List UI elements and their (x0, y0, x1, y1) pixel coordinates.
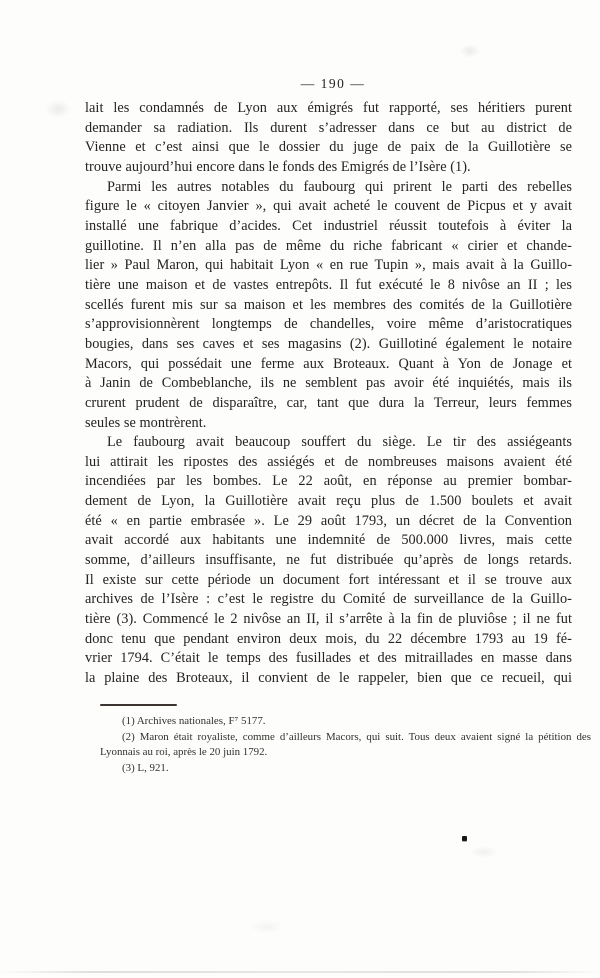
text-line: tière (3). Commencé le 2 nivôse an II, il s’arrête à la fin de pluviôse ; il ne fut (85, 611, 572, 628)
ink-speck (462, 836, 467, 841)
text-line: installé une fabrique d’acides. Cet industriel réussit toutefois à éviter la (85, 217, 572, 234)
text-line: dement de Lyon, la Guillotière avait reçu plus de 1.500 boulets et avait (85, 493, 572, 510)
text-line: scellés furent mis sur sa maison et les membres des comités de la Guillotière (85, 296, 572, 313)
scan-smudge (45, 100, 71, 118)
text-line: guillotine. Il n’en alla pas de même du riche fabricant « cirier et chande- (85, 237, 572, 254)
scan-smudge (470, 846, 498, 858)
text-line: seules se montrèrent. (85, 414, 207, 431)
text-line: archives de l’Isère : c’est le registre du Comité de surveillance de la Guillo- (85, 591, 572, 608)
text-line: figure le « citoyen Janvier », qui avait acheté le couvent de Picpus et y avait (85, 198, 572, 215)
text-line: somme, d’ailleurs insuffisante, ne fut distribuée qu’après de longs retards. (85, 552, 572, 569)
text-line: lui attirait les ripostes des assiégés et de nombreuses maisons avaient été (85, 453, 572, 470)
footnote-line: (3) L, 921. (122, 761, 169, 774)
text-line: Macors, qui possédait une ferme aux Broteaux. Quant à Yon de Jonage et (85, 355, 572, 372)
scan-smudge (250, 920, 284, 934)
text-line: tière une maison et de vastes entrepôts. Il fut exécuté le 8 nivôse an II ; les (85, 276, 572, 293)
text-line: Vienne et c’est ainsi que le dossier du juge de paix de la Guillotière se (85, 139, 572, 156)
text-line: Il existe sur cette période un document fort intéressant et il se trouve aux (85, 571, 572, 588)
text-line: s’approvisionnèrent longtemps de chandelles, voire même d’aristocratiques (85, 316, 572, 333)
text-line: trouve aujourd’hui encore dans le fonds des Emigrés de l’Isère (1). (85, 158, 471, 175)
text-line: lier » Paul Maron, qui habitait Lyon « en rue Tupin », mais avait à la Guillo- (85, 257, 572, 274)
text-line: Le faubourg avait beaucoup souffert du siège. Le tir des assiégeants (107, 434, 572, 451)
text-line: Parmi les autres notables du faubourg qui prirent le parti des rebelles (107, 178, 572, 195)
text-line: avait accordé aux habitants une indemnité de 500.000 livres, mais cette (85, 532, 572, 549)
text-line: lait les condamnés de Lyon aux émigrés fut rapporté, ses héritiers purent (85, 100, 572, 116)
footnote-line: Lyonnais au roi, après le 20 juin 1792. (100, 746, 268, 759)
text-line: donc tenu que pendant environ deux mois, du 22 décembre 1793 au 19 fé- (85, 630, 572, 647)
page-edge-shadow (0, 971, 600, 973)
footnote-line: (1) Archives nationales, F⁷ 5177. (122, 715, 266, 727)
body-text (85, 99, 572, 689)
text-line: demander sa radiation. Ils durent s’adresser dans ce but au district de (85, 119, 572, 136)
text-line: vrier 1794. C’était le temps des fusillades et des mitraillades en masse dans (85, 650, 572, 667)
text-line: à Janin de Combeblanche, ils ne semblent pas avoir été inquiétés, mais ils (85, 375, 572, 392)
scan-smudge (460, 44, 480, 58)
page-number: — 190 — (300, 76, 366, 91)
text-line: incendiées par les bombes. Le 22 août, en réponse au premier bombar- (85, 473, 572, 490)
footnote-line: (2) Maron était royaliste, comme d’ailleurs Macors, qui suit. Tous deux avaient signé la pétition des (122, 730, 591, 743)
text-line: la plaine des Broteaux, il convient de le rappeler, bien que ce recueil, qui (85, 670, 572, 687)
text-line: bougies, dans ses caves et ses magasins (2). Guillotiné également le notaire (85, 335, 572, 352)
text-line: été « en partie embrasée ». Le 29 août 1793, un décret de la Convention (85, 512, 572, 529)
footnote-list (100, 714, 591, 776)
footnote-separator (100, 704, 177, 706)
text-line: crurent prudent de disparaître, car, tant que dura la Terreur, leurs femmes (85, 394, 572, 411)
